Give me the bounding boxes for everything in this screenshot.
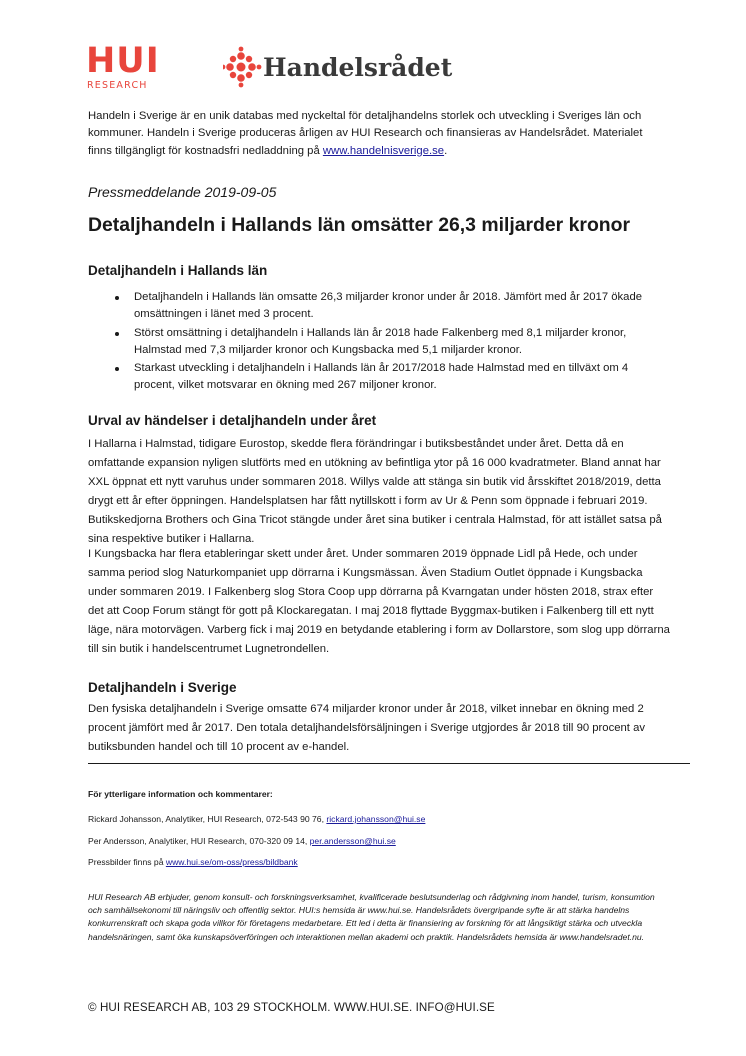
section-heading-halland: Detaljhandeln i Hallands län [88,263,268,278]
intro-paragraph [88,108,668,160]
handelsradet-flower-icon [223,47,261,88]
list-item [88,289,668,324]
divider [88,763,690,764]
contact-text: Pressbilder finns på [88,857,166,867]
hui-research-logo [86,40,186,92]
press-images-link[interactable]: www.hui.se/om-oss/press/bildbank [165,857,298,867]
sweden-paragraph: Den fysiska detaljhandeln i Sverige omsatte 674 miljarder kronor under år 2018, vilket innebar en ökning med 2 procent jämfört med år 2017. Den totala detaljhandelsförsäljningen i Sverige utgjordes år 2018 till 90 procent av butiksbunden handel och till 10 procent av e-handel. [88,703,646,753]
hui-logo-text: HUI [86,41,160,81]
bullet-text: Störst omsättning i detaljhandeln i Hallands län år 2018 hade Falkenberg med 8,1 miljarder kronor, Halmstad med 7,3 miljarder kronor och Kungsbacka med 5,1 miljarder kronor. [134,326,627,356]
footer-text: © HUI RESEARCH AB, 103 29 STOCKHOLM. WWW.HUI.SE. INFO@HUI.SE [88,1001,495,1014]
bullet-dot-icon [115,296,119,300]
contact-row [88,814,425,824]
press-release-date: Pressmeddelande 2019-09-05 [88,184,277,200]
handelsradet-logo-text: Handelsrådet [263,53,453,82]
page-title: Detaljhandeln i Hallands län omsätter 26,3 miljarder kronor [88,214,631,236]
bullet-text: Detaljhandeln i Hallands län omsatte 26,3 miljarder kronor under år 2018. Jämfört med år 2017 ökade omsättningen i länet med 3 procent. [134,291,643,321]
list-item [88,325,668,360]
contact-email-link[interactable]: per.andersson@hui.se [309,836,396,846]
bullet-text: Starkast utveckling i detaljhandeln i Hallands län år 2017/2018 hade Halmstad med en tillväxt om 4 procent, vilket motsvarar en ökning med 267 miljoner kronor. [134,362,629,392]
contact-text: Rickard Johansson, Analytiker, HUI Research, 072-543 90 76, [88,814,327,824]
handelsradet-logo [223,46,463,92]
events-paragraph-1: I Hallarna i Halmstad, tidigare Eurostop, skedde flera förändringar i butiksbeståndet under året. Detta då en omfattande expansion nyligen slutförts med en utökning av befintliga ytor på 16 000 kvadratmeter. Bland annat har XXL öppnat ett nytt varuhus under sommaren 2018. Willys valde att stänga sin butik vid årsskiftet 2018/2019, detta drygt ett år efter öppningen. Handelsplatsen har fått nytillskott i form av Ur & Penn som öppnade i februari 2019. Butikskedjorna Brothers och Gina Tricot stängde under året sina butiker i centrala Halmstad, för att istället satsa på sina respektive butiker i Hallarna. [88,438,662,545]
contact-row [88,836,396,846]
contact-text: Per Andersson, Analytiker, HUI Research, 070-320 09 14, [88,836,310,846]
contact-email-link[interactable]: rickard.johansson@hui.se [326,814,426,824]
hui-logo-subtext: RESEARCH [87,80,148,91]
header-logos [86,40,486,100]
bullet-dot-icon [115,332,119,336]
intro-end: . [444,144,448,157]
halland-bullet-list [88,289,668,396]
section-heading-sweden: Detaljhandeln i Sverige [88,680,237,695]
events-paragraph-2: I Kungsbacka har flera etableringar skett under året. Under sommaren 2019 öppnade Lidl på Hede, och under samma period slog Naturkompaniet upp dörrarna i Kungsmässan. Även Stadium Outlet öppnade i Kungsbacka under sommaren 2019. I Falkenberg slog Stora Coop upp dörrarna på Kvarngatan under hösten 2018, strax efter det att Coop Forum stängt för gott på Klockaregatan. I maj 2018 flyttade Byggmax-butiken i Falkenberg till ett nytt läge, nära motorvägen. Varberg fick i maj 2019 en betydande etablering i form av Dollarstore, som slog upp dörrarna till sin butik i handelscentrumet Lugnetrondellen. [88,548,670,655]
handelnisverige-link[interactable]: www.handelnisverige.se [322,144,445,157]
intro-text: Handeln i Sverige är en unik databas med nyckeltal för detaljhandelns storlek och utveckling i Sveriges län och kommuner. Handeln i Sverige produceras årligen av HUI Research och finansieras av Handelsrådet. Materialet finns tillgängligt för kostnadsfri nedladdning på [88,110,643,157]
contacts-heading: För ytterligare information och kommentarer: [88,789,273,799]
list-item [88,360,668,395]
contact-row [88,857,298,867]
bullet-dot-icon [115,367,119,371]
about-paragraph: HUI Research AB erbjuder, genom konsult- och forskningsverksamhet, kvalificerade beslutsunderlag och rådgivning inom handel, turism, konsumtion och samhällsekonomi till näringsliv och offentlig sektor. HUI:s hemsida är www.hui.se. Handelsrådets övergripande syfte är att stärka handelns konkurrenskraft och skapa goda villkor för företagens medarbetare. Ett led i detta är finansiering av forskning för att långsiktigt stärka och utveckla handelsnäringen, samt öka kunskapsöverföringen och interaktionen mellan akademi och praktik. Handelsrådets hemsida är www.handelsradet.nu. [88,892,655,942]
section-heading-events: Urval av händelser i detaljhandeln under året [88,413,377,428]
